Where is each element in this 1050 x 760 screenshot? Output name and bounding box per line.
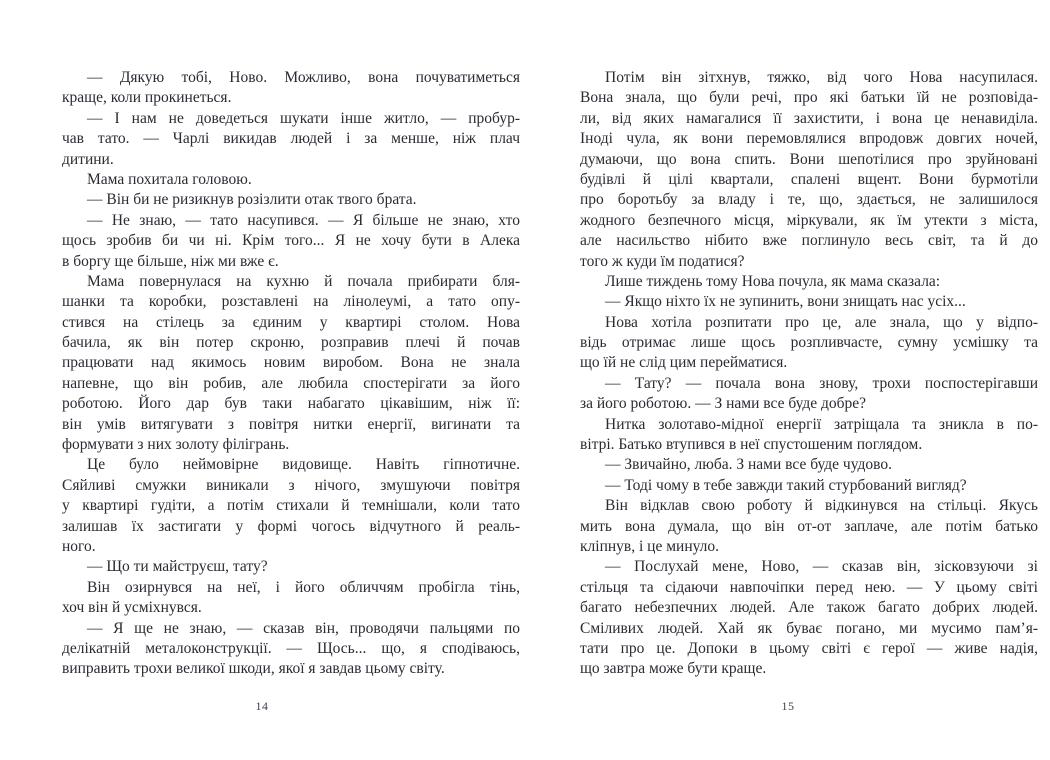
text-line: — Що ти майструєш, тату? [87,558,268,576]
text-line: вітрі. Батько втупився в неї спустошеним поглядом. [580,436,923,454]
text-line: — І нам не доведеться шукати інше житло, — пробур- [87,109,520,127]
text-line: Іноді чула, як вони перемовлялися впродовж довгих ночей, [580,130,1038,148]
text-line: роботою. Його дар був таки набагато цікавішим, ніж її: [62,395,520,413]
text-line: — Він би не ризикнув розізлити отак твого брата. [87,191,417,209]
text-line: працювати над якимось новим виробом. Вона не знала [62,354,520,372]
text-line: хоч він й усміхнувся. [62,599,202,617]
text-line: Він озирнувся на неї, і його обличчям пробігла тінь, [87,578,520,596]
text-line: стився на стілець за єдиним у квартирі столом. Нова [62,313,520,331]
text-line: — Тату? — почала вона знову, трохи поспостерігавши [605,374,1038,392]
text-line: що їй не слід цим перейматися. [580,354,788,372]
text-line: Це було неймовірне видовище. Навіть гіпнотичне. [87,456,520,474]
text-line: ли, від яких намагалися її захистити, і вона це ненавиділа. [580,109,1038,127]
text-line: він умів витягувати з повітря нитки енергії, вигинати та [62,415,520,433]
text-line: за його роботою. — З нами все буде добре? [580,395,867,413]
text-line: але насильство нібито вже поглинуло весь світ, та й до [580,232,1038,250]
text-line: Сміливих людей. Хай як буває погано, ми мусимо пам’я- [580,619,1038,637]
text-line: мить вона думала, що він от-от заплаче, але потім батько [580,517,1038,535]
text-line: Він відклав свою роботу й відкинувся на стільці. Якусь [605,497,1038,515]
text-line: — Дякую тобі, Ново. Можливо, вона почуватиметься [87,69,520,86]
text-line: краще, коли прокинеться. [62,89,232,107]
text-line: стільця та сідаючи навпочіпки перед нею. — У цьому світі [580,578,1038,596]
page-number-right: 15 [781,699,795,713]
text-line: Сяйливі смужки виникали з нічого, змушуючи повітря [62,476,520,494]
text-line: — Послухай мене, Ново, — сказав він, зісковзуючи зі [605,558,1038,576]
text-line: відь отримає лише щось розпливчасте, сумну усмішку та [580,334,1038,352]
text-line: Потім він зітхнув, тяжко, від чого Нова насупилася. [605,69,1038,86]
text-line: Лише тиждень тому Нова почула, як мама сказала: [605,272,941,290]
text-line: багато небезпечних людей. Але також багато добрих людей. [580,599,1038,617]
text-line: у квартирі гудіти, а потім стихали й темнішали, коли тато [62,497,520,515]
right-page [580,68,1038,680]
text-line: Вона знала, що були речі, про які батьки їй не розповіда- [580,89,1038,107]
text-line: формувати з них золоту філігрань. [62,436,290,454]
text-line: ного. [62,537,96,555]
text-line: — Звичайно, люба. З нами все буде чудово. [605,456,892,474]
text-line: чав тато. — Чарлі викидав людей і за менше, ніж плач [62,130,520,148]
text-line: — Тоді чому в тебе завжди такий стурбований вигляд? [605,476,967,494]
text-line: того ж куди їм податися? [580,252,745,270]
text-line: будівлі й цілі квартали, спалені вщент. Вони бурмотіли [580,170,1038,188]
text-line: жодного безпечного місця, міркували, як їм утекти з міста, [580,211,1038,229]
page-number-left: 14 [255,699,269,713]
left-page [62,68,520,680]
text-line: думаючи, що вона спить. Вони шепотілися про зруйновані [580,150,1038,168]
text-line: напевне, що він робив, але любила спостерігати за його [62,374,520,392]
text-line: про боротьбу за владу і те, що, здається, не залишилося [580,191,1038,209]
text-line: Нова хотіла розпитати про це, але знала, що у відпо- [605,313,1038,331]
text-line: Нитка золотаво-мідної енергії затріщала та зникла в по- [605,415,1038,433]
text-line: — Не знаю, — тато насупився. — Я більше не знаю, хто [87,211,520,229]
text-line: Мама повернулася на кухню й почала прибирати бля- [87,272,520,290]
text-line: дитини. [62,150,114,168]
text-line: делікатній металоконструкції. — Щось... що, я сподіваюсь, [62,639,520,657]
text-line: бачила, як він потер скроню, розправив плечі й почав [62,334,520,352]
text-line: кліпнув, і це минуло. [580,537,720,555]
text-line: шанки та коробки, розставлені на лінолеумі, а тато опу- [62,293,520,311]
text-line: — Якщо ніхто їх не зупинить, вони знищать нас усіх... [605,293,966,311]
text-line: залишав їх застигати у формі чогось відчутного й реаль- [62,517,520,535]
text-line: — Я ще не знаю, — сказав він, проводячи пальцями по [87,619,520,637]
text-line: виправить трохи великої шкоди, якої я завдав цьому світу. [62,660,445,678]
text-line: щось зробив би чи ні. Крім того... Я не хочу бути в Алека [62,232,520,250]
text-line: тати про це. Допоки в цьому світі є герої — живе надія, [580,639,1038,657]
text-line: що завтра може бути краще. [580,660,767,678]
text-line: Мама похитала головою. [87,170,252,188]
text-line: в боргу ще більше, ніж ми вже є. [62,252,279,270]
